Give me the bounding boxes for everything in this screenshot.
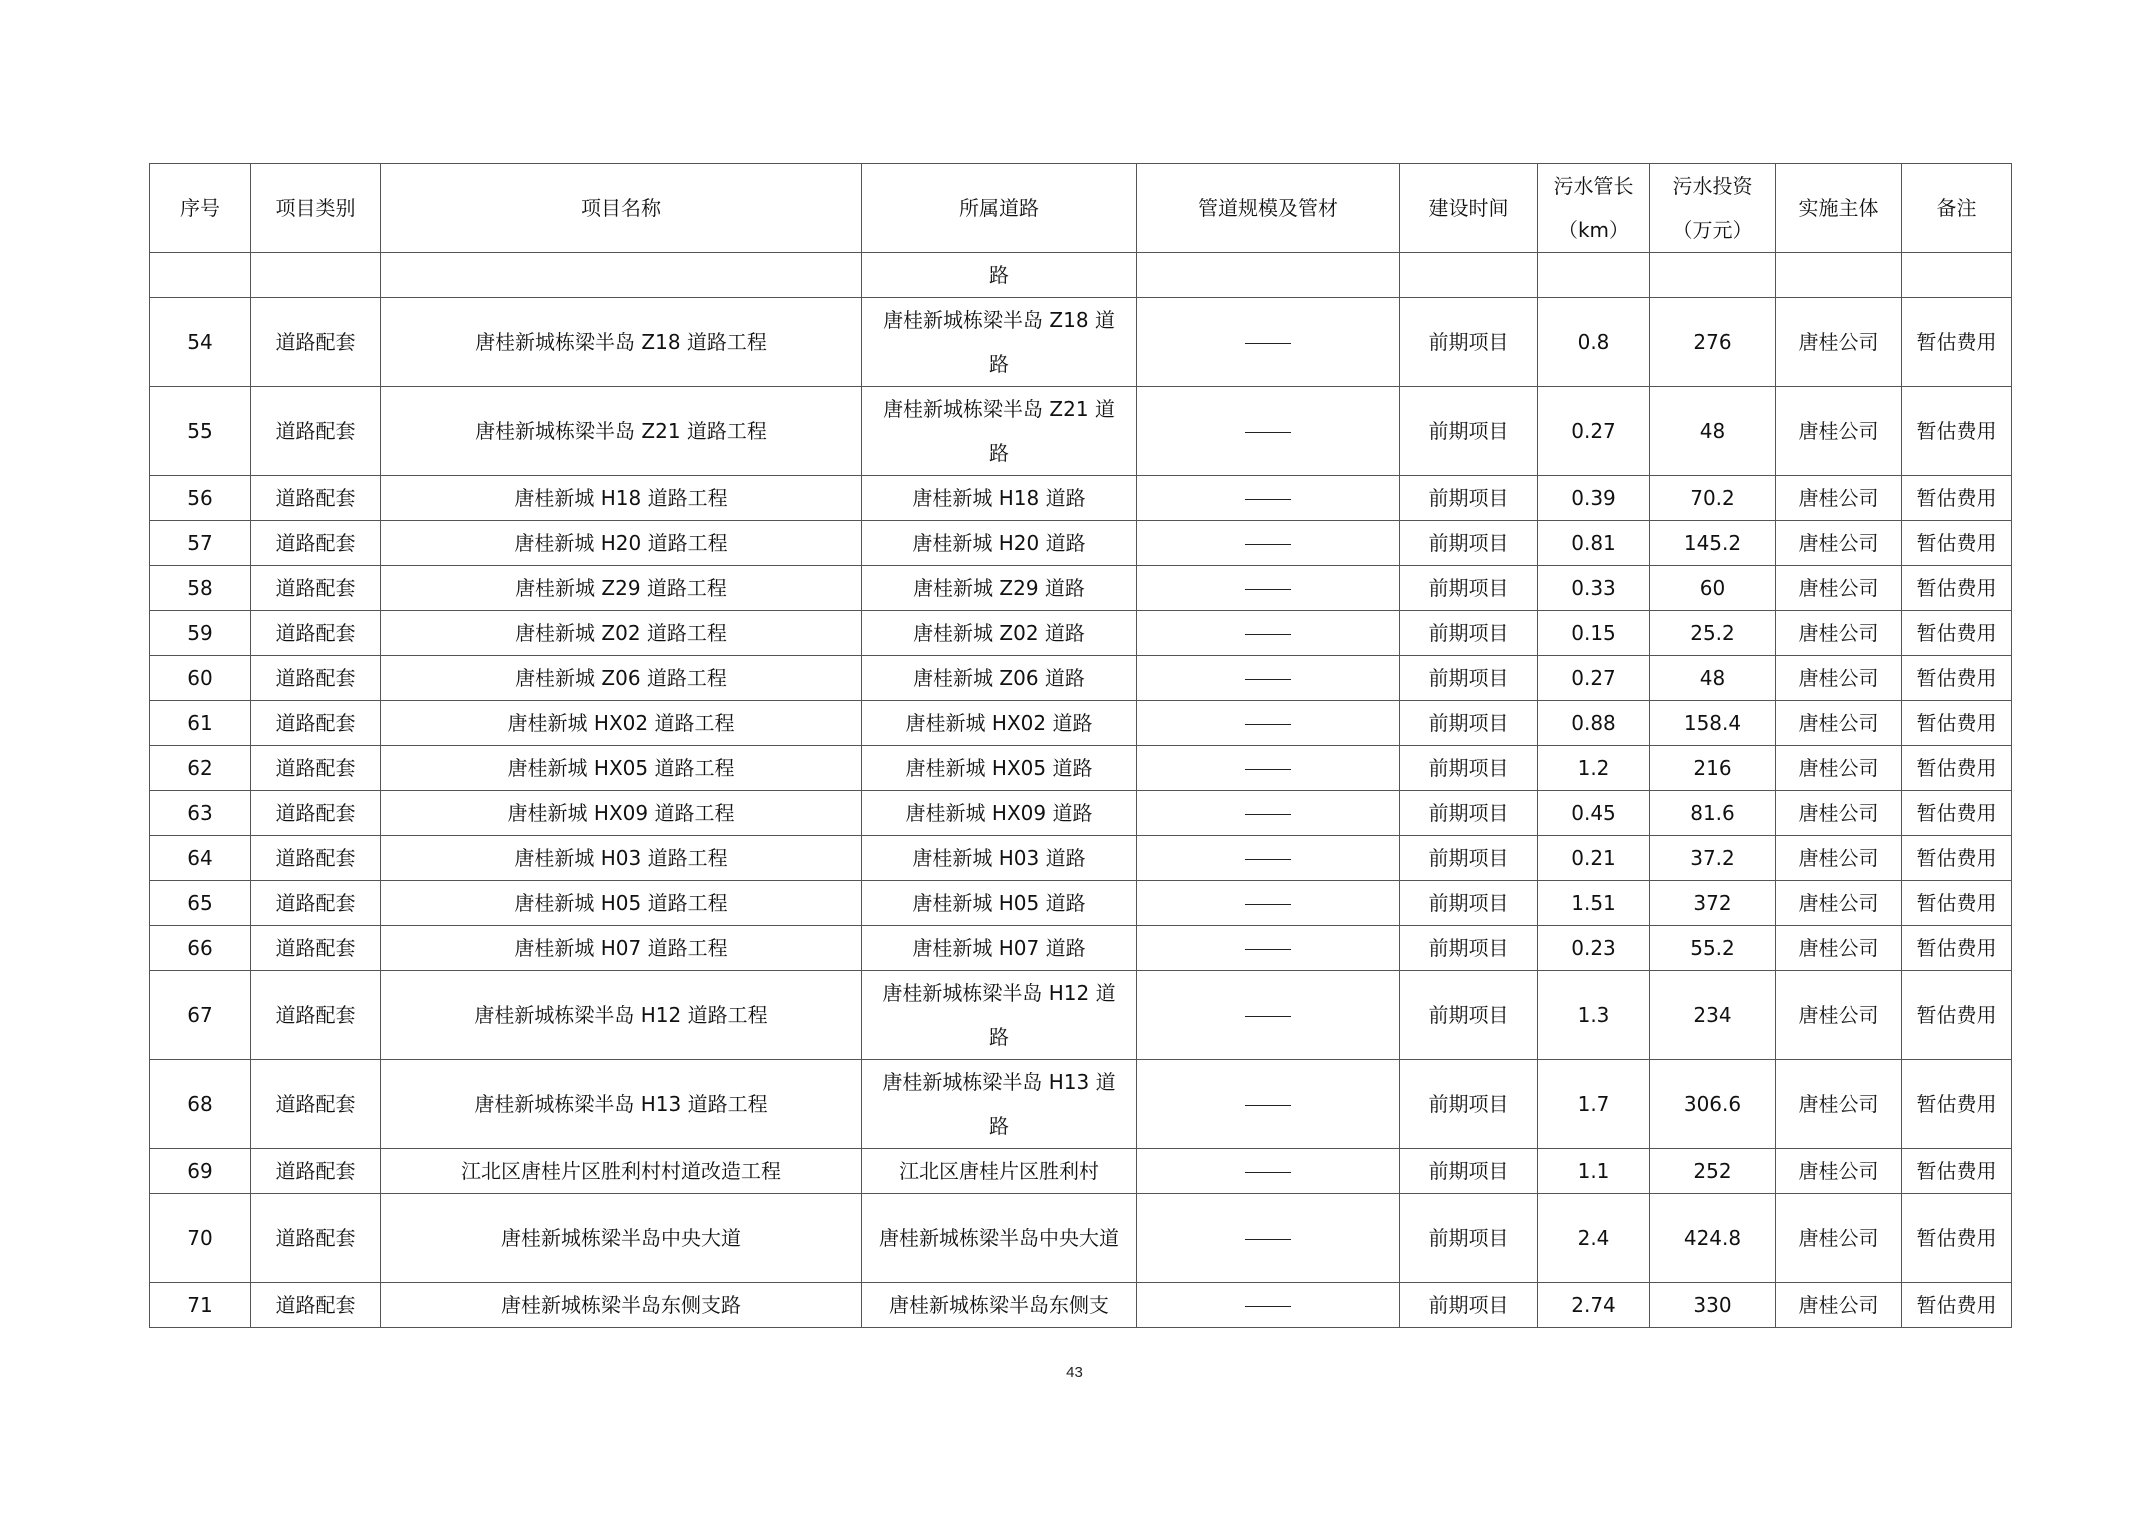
cell-length: 1.2 <box>1538 746 1650 791</box>
cell-category: 道路配套 <box>251 926 381 971</box>
cell-entity <box>1776 253 1902 298</box>
cell-note: 暂估费用 <box>1902 298 2012 387</box>
cell-seq: 63 <box>150 791 251 836</box>
cell-pipe <box>1137 521 1400 566</box>
table-row <box>150 791 2012 836</box>
table-row <box>150 1283 2012 1328</box>
cell-length: 1.7 <box>1538 1060 1650 1149</box>
cell-time: 前期项目 <box>1400 566 1538 611</box>
dash-mark <box>1245 904 1291 905</box>
cell-time: 前期项目 <box>1400 1283 1538 1328</box>
cell-road: 唐桂新城 H03 道路 <box>862 836 1137 881</box>
cell-name: 唐桂新城 H07 道路工程 <box>381 926 862 971</box>
cell-time: 前期项目 <box>1400 701 1538 746</box>
cell-road: 唐桂新城栋梁半岛中央大道 <box>862 1194 1137 1283</box>
cell-length: 1.1 <box>1538 1149 1650 1194</box>
cell-category: 道路配套 <box>251 387 381 476</box>
dash-mark <box>1245 814 1291 815</box>
cell-name: 唐桂新城 H03 道路工程 <box>381 836 862 881</box>
table-row <box>150 746 2012 791</box>
table-row <box>150 611 2012 656</box>
cell-pipe <box>1137 476 1400 521</box>
header-investment-line1: 污水投资 <box>1672 174 1753 198</box>
cell-pipe <box>1137 1194 1400 1283</box>
cell-name: 唐桂新城 Z02 道路工程 <box>381 611 862 656</box>
cell-entity: 唐桂公司 <box>1776 971 1902 1060</box>
cell-road: 唐桂新城 H05 道路 <box>862 881 1137 926</box>
table-row <box>150 387 2012 476</box>
cell-pipe <box>1137 926 1400 971</box>
cell-invest: 252 <box>1650 1149 1776 1194</box>
table-row <box>150 926 2012 971</box>
cell-road: 唐桂新城 H20 道路 <box>862 521 1137 566</box>
dash-mark <box>1245 724 1291 725</box>
table-row <box>150 566 2012 611</box>
cell-note: 暂估费用 <box>1902 611 2012 656</box>
cell-pipe <box>1137 791 1400 836</box>
cell-length: 1.3 <box>1538 971 1650 1060</box>
cell-seq: 62 <box>150 746 251 791</box>
cell-seq: 54 <box>150 298 251 387</box>
cell-road: 唐桂新城 HX05 道路 <box>862 746 1137 791</box>
cell-note: 暂估费用 <box>1902 971 2012 1060</box>
cell-pipe <box>1137 253 1400 298</box>
cell-category: 道路配套 <box>251 1149 381 1194</box>
cell-seq: 58 <box>150 566 251 611</box>
cell-pipe <box>1137 1149 1400 1194</box>
continuation-row <box>150 253 2012 298</box>
cell-pipe <box>1137 298 1400 387</box>
cell-invest: 48 <box>1650 387 1776 476</box>
cell-road: 唐桂新城 Z29 道路 <box>862 566 1137 611</box>
cell-time: 前期项目 <box>1400 1060 1538 1149</box>
cell-seq: 64 <box>150 836 251 881</box>
cell-entity: 唐桂公司 <box>1776 1149 1902 1194</box>
dash-mark <box>1245 1105 1291 1106</box>
cell-entity: 唐桂公司 <box>1776 791 1902 836</box>
dash-mark <box>1245 1016 1291 1017</box>
cell-category: 道路配套 <box>251 298 381 387</box>
cell-entity: 唐桂公司 <box>1776 476 1902 521</box>
cell-entity: 唐桂公司 <box>1776 521 1902 566</box>
cell-name: 唐桂新城栋梁半岛 Z21 道路工程 <box>381 387 862 476</box>
header-length-line1: 污水管长 <box>1553 174 1634 198</box>
header-investment <box>1650 164 1776 253</box>
cell-category: 道路配套 <box>251 1283 381 1328</box>
header-entity: 实施主体 <box>1776 164 1902 253</box>
table-row <box>150 1194 2012 1283</box>
dash-mark <box>1245 949 1291 950</box>
cell-invest: 48 <box>1650 656 1776 701</box>
cell-length: 2.74 <box>1538 1283 1650 1328</box>
cell-time: 前期项目 <box>1400 836 1538 881</box>
header-category: 项目类别 <box>251 164 381 253</box>
header-seq: 序号 <box>150 164 251 253</box>
cell-entity: 唐桂公司 <box>1776 1283 1902 1328</box>
cell-invest <box>1650 253 1776 298</box>
cell-note: 暂估费用 <box>1902 791 2012 836</box>
cell-time: 前期项目 <box>1400 476 1538 521</box>
cell-length: 0.33 <box>1538 566 1650 611</box>
cell-name: 唐桂新城 H18 道路工程 <box>381 476 862 521</box>
cell-road: 唐桂新城栋梁半岛 H12 道路 <box>862 971 1137 1060</box>
cell-seq: 60 <box>150 656 251 701</box>
cell-note: 暂估费用 <box>1902 1283 2012 1328</box>
cell-road: 唐桂新城栋梁半岛东侧支 <box>862 1283 1137 1328</box>
cell-seq: 67 <box>150 971 251 1060</box>
cell-category: 道路配套 <box>251 566 381 611</box>
cell-category: 道路配套 <box>251 971 381 1060</box>
header-road: 所属道路 <box>862 164 1137 253</box>
cell-invest: 234 <box>1650 971 1776 1060</box>
cell-invest: 81.6 <box>1650 791 1776 836</box>
cell-pipe <box>1137 611 1400 656</box>
header-investment-line2: （万元） <box>1672 218 1753 242</box>
table-row <box>150 476 2012 521</box>
cell-invest: 306.6 <box>1650 1060 1776 1149</box>
page-number: 43 <box>1066 1364 1083 1381</box>
cell-seq: 56 <box>150 476 251 521</box>
cell-seq: 69 <box>150 1149 251 1194</box>
cell-length <box>1538 253 1650 298</box>
cell-note: 暂估费用 <box>1902 566 2012 611</box>
table-row <box>150 1149 2012 1194</box>
cell-invest: 158.4 <box>1650 701 1776 746</box>
cell-note: 暂估费用 <box>1902 387 2012 476</box>
cell-name: 唐桂新城 H05 道路工程 <box>381 881 862 926</box>
table-row <box>150 1060 2012 1149</box>
cell-invest: 25.2 <box>1650 611 1776 656</box>
cell-entity: 唐桂公司 <box>1776 881 1902 926</box>
cell-name: 唐桂新城 Z06 道路工程 <box>381 656 862 701</box>
cell-invest: 424.8 <box>1650 1194 1776 1283</box>
dash-mark <box>1245 1172 1291 1173</box>
cell-invest: 330 <box>1650 1283 1776 1328</box>
cell-seq: 61 <box>150 701 251 746</box>
cell-entity: 唐桂公司 <box>1776 1060 1902 1149</box>
cell-road: 唐桂新城栋梁半岛 Z21 道路 <box>862 387 1137 476</box>
table-header-row <box>150 164 2012 253</box>
cell-time: 前期项目 <box>1400 1149 1538 1194</box>
cell-name: 唐桂新城 HX05 道路工程 <box>381 746 862 791</box>
cell-name: 唐桂新城栋梁半岛 H12 道路工程 <box>381 971 862 1060</box>
cell-length: 2.4 <box>1538 1194 1650 1283</box>
header-length <box>1538 164 1650 253</box>
cell-time: 前期项目 <box>1400 791 1538 836</box>
cell-seq <box>150 253 251 298</box>
cell-road: 江北区唐桂片区胜利村 <box>862 1149 1137 1194</box>
cell-name: 唐桂新城 HX02 道路工程 <box>381 701 862 746</box>
cell-length: 0.88 <box>1538 701 1650 746</box>
cell-road: 唐桂新城 HX09 道路 <box>862 791 1137 836</box>
cell-road: 唐桂新城 Z02 道路 <box>862 611 1137 656</box>
cell-length: 0.15 <box>1538 611 1650 656</box>
cell-time: 前期项目 <box>1400 656 1538 701</box>
cell-time: 前期项目 <box>1400 926 1538 971</box>
cell-seq: 71 <box>150 1283 251 1328</box>
header-name: 项目名称 <box>381 164 862 253</box>
cell-road: 唐桂新城 H18 道路 <box>862 476 1137 521</box>
cell-pipe <box>1137 746 1400 791</box>
cell-length: 0.39 <box>1538 476 1650 521</box>
dash-mark <box>1245 1239 1291 1240</box>
cell-entity: 唐桂公司 <box>1776 926 1902 971</box>
cell-invest: 216 <box>1650 746 1776 791</box>
cell-name: 唐桂新城栋梁半岛东侧支路 <box>381 1283 862 1328</box>
cell-note: 暂估费用 <box>1902 881 2012 926</box>
cell-note: 暂估费用 <box>1902 656 2012 701</box>
cell-name <box>381 253 862 298</box>
cell-invest: 372 <box>1650 881 1776 926</box>
cell-invest: 60 <box>1650 566 1776 611</box>
table-row <box>150 521 2012 566</box>
cell-time: 前期项目 <box>1400 971 1538 1060</box>
cell-name: 唐桂新城 Z29 道路工程 <box>381 566 862 611</box>
cell-category: 道路配套 <box>251 611 381 656</box>
cell-time: 前期项目 <box>1400 387 1538 476</box>
cell-name: 唐桂新城栋梁半岛 H13 道路工程 <box>381 1060 862 1149</box>
cell-road: 唐桂新城栋梁半岛 H13 道路 <box>862 1060 1137 1149</box>
cell-note: 暂估费用 <box>1902 1149 2012 1194</box>
dash-mark <box>1245 544 1291 545</box>
cell-note: 暂估费用 <box>1902 746 2012 791</box>
cell-note: 暂估费用 <box>1902 926 2012 971</box>
cell-category: 道路配套 <box>251 521 381 566</box>
cell-entity: 唐桂公司 <box>1776 1194 1902 1283</box>
cell-entity: 唐桂公司 <box>1776 611 1902 656</box>
cell-entity: 唐桂公司 <box>1776 298 1902 387</box>
cell-pipe <box>1137 566 1400 611</box>
cell-note: 暂估费用 <box>1902 1194 2012 1283</box>
cell-entity: 唐桂公司 <box>1776 387 1902 476</box>
cell-road: 唐桂新城 H07 道路 <box>862 926 1137 971</box>
cell-road: 唐桂新城 HX02 道路 <box>862 701 1137 746</box>
cell-time: 前期项目 <box>1400 746 1538 791</box>
cell-length: 0.23 <box>1538 926 1650 971</box>
cell-length: 1.51 <box>1538 881 1650 926</box>
cell-time <box>1400 253 1538 298</box>
cell-entity: 唐桂公司 <box>1776 701 1902 746</box>
cell-category: 道路配套 <box>251 701 381 746</box>
dash-mark <box>1245 859 1291 860</box>
cell-pipe <box>1137 656 1400 701</box>
cell-length: 0.27 <box>1538 387 1650 476</box>
cell-pipe <box>1137 387 1400 476</box>
cell-road: 路 <box>862 253 1137 298</box>
cell-length: 0.8 <box>1538 298 1650 387</box>
cell-pipe <box>1137 881 1400 926</box>
header-length-line2: （km） <box>1557 218 1630 242</box>
cell-time: 前期项目 <box>1400 881 1538 926</box>
cell-time: 前期项目 <box>1400 611 1538 656</box>
cell-category <box>251 253 381 298</box>
cell-time: 前期项目 <box>1400 521 1538 566</box>
cell-entity: 唐桂公司 <box>1776 746 1902 791</box>
cell-category: 道路配套 <box>251 746 381 791</box>
cell-category: 道路配套 <box>251 881 381 926</box>
dash-mark <box>1245 343 1291 344</box>
cell-pipe <box>1137 701 1400 746</box>
cell-note <box>1902 253 2012 298</box>
cell-category: 道路配套 <box>251 1060 381 1149</box>
cell-seq: 65 <box>150 881 251 926</box>
cell-length: 0.45 <box>1538 791 1650 836</box>
dash-mark <box>1245 589 1291 590</box>
cell-category: 道路配套 <box>251 656 381 701</box>
cell-category: 道路配套 <box>251 1194 381 1283</box>
cell-pipe <box>1137 1283 1400 1328</box>
table-row <box>150 836 2012 881</box>
cell-entity: 唐桂公司 <box>1776 836 1902 881</box>
project-table <box>149 163 2012 1328</box>
cell-pipe <box>1137 1060 1400 1149</box>
table-row <box>150 656 2012 701</box>
cell-name: 唐桂新城 HX09 道路工程 <box>381 791 862 836</box>
cell-pipe <box>1137 836 1400 881</box>
table-row <box>150 701 2012 746</box>
cell-note: 暂估费用 <box>1902 476 2012 521</box>
cell-road: 唐桂新城 Z06 道路 <box>862 656 1137 701</box>
table-row <box>150 881 2012 926</box>
cell-length: 0.81 <box>1538 521 1650 566</box>
cell-category: 道路配套 <box>251 791 381 836</box>
cell-entity: 唐桂公司 <box>1776 566 1902 611</box>
table-row <box>150 298 2012 387</box>
cell-seq: 59 <box>150 611 251 656</box>
cell-name: 唐桂新城 H20 道路工程 <box>381 521 862 566</box>
cell-seq: 57 <box>150 521 251 566</box>
cell-note: 暂估费用 <box>1902 521 2012 566</box>
cell-time: 前期项目 <box>1400 298 1538 387</box>
header-pipe-spec: 管道规模及管材 <box>1137 164 1400 253</box>
cell-invest: 37.2 <box>1650 836 1776 881</box>
cell-name: 唐桂新城栋梁半岛 Z18 道路工程 <box>381 298 862 387</box>
cell-length: 0.21 <box>1538 836 1650 881</box>
dash-mark <box>1245 1306 1291 1307</box>
cell-name: 唐桂新城栋梁半岛中央大道 <box>381 1194 862 1283</box>
cell-category: 道路配套 <box>251 476 381 521</box>
cell-seq: 55 <box>150 387 251 476</box>
header-note: 备注 <box>1902 164 2012 253</box>
cell-name: 江北区唐桂片区胜利村村道改造工程 <box>381 1149 862 1194</box>
cell-invest: 55.2 <box>1650 926 1776 971</box>
cell-invest: 145.2 <box>1650 521 1776 566</box>
cell-invest: 70.2 <box>1650 476 1776 521</box>
dash-mark <box>1245 432 1291 433</box>
dash-mark <box>1245 634 1291 635</box>
dash-mark <box>1245 769 1291 770</box>
cell-entity: 唐桂公司 <box>1776 656 1902 701</box>
dash-mark <box>1245 499 1291 500</box>
cell-seq: 66 <box>150 926 251 971</box>
table-row <box>150 971 2012 1060</box>
cell-invest: 276 <box>1650 298 1776 387</box>
cell-length: 0.27 <box>1538 656 1650 701</box>
cell-note: 暂估费用 <box>1902 701 2012 746</box>
cell-pipe <box>1137 971 1400 1060</box>
cell-note: 暂估费用 <box>1902 1060 2012 1149</box>
cell-category: 道路配套 <box>251 836 381 881</box>
cell-note: 暂估费用 <box>1902 836 2012 881</box>
cell-seq: 68 <box>150 1060 251 1149</box>
header-build-time: 建设时间 <box>1400 164 1538 253</box>
cell-time: 前期项目 <box>1400 1194 1538 1283</box>
cell-seq: 70 <box>150 1194 251 1283</box>
cell-road: 唐桂新城栋梁半岛 Z18 道路 <box>862 298 1137 387</box>
dash-mark <box>1245 679 1291 680</box>
